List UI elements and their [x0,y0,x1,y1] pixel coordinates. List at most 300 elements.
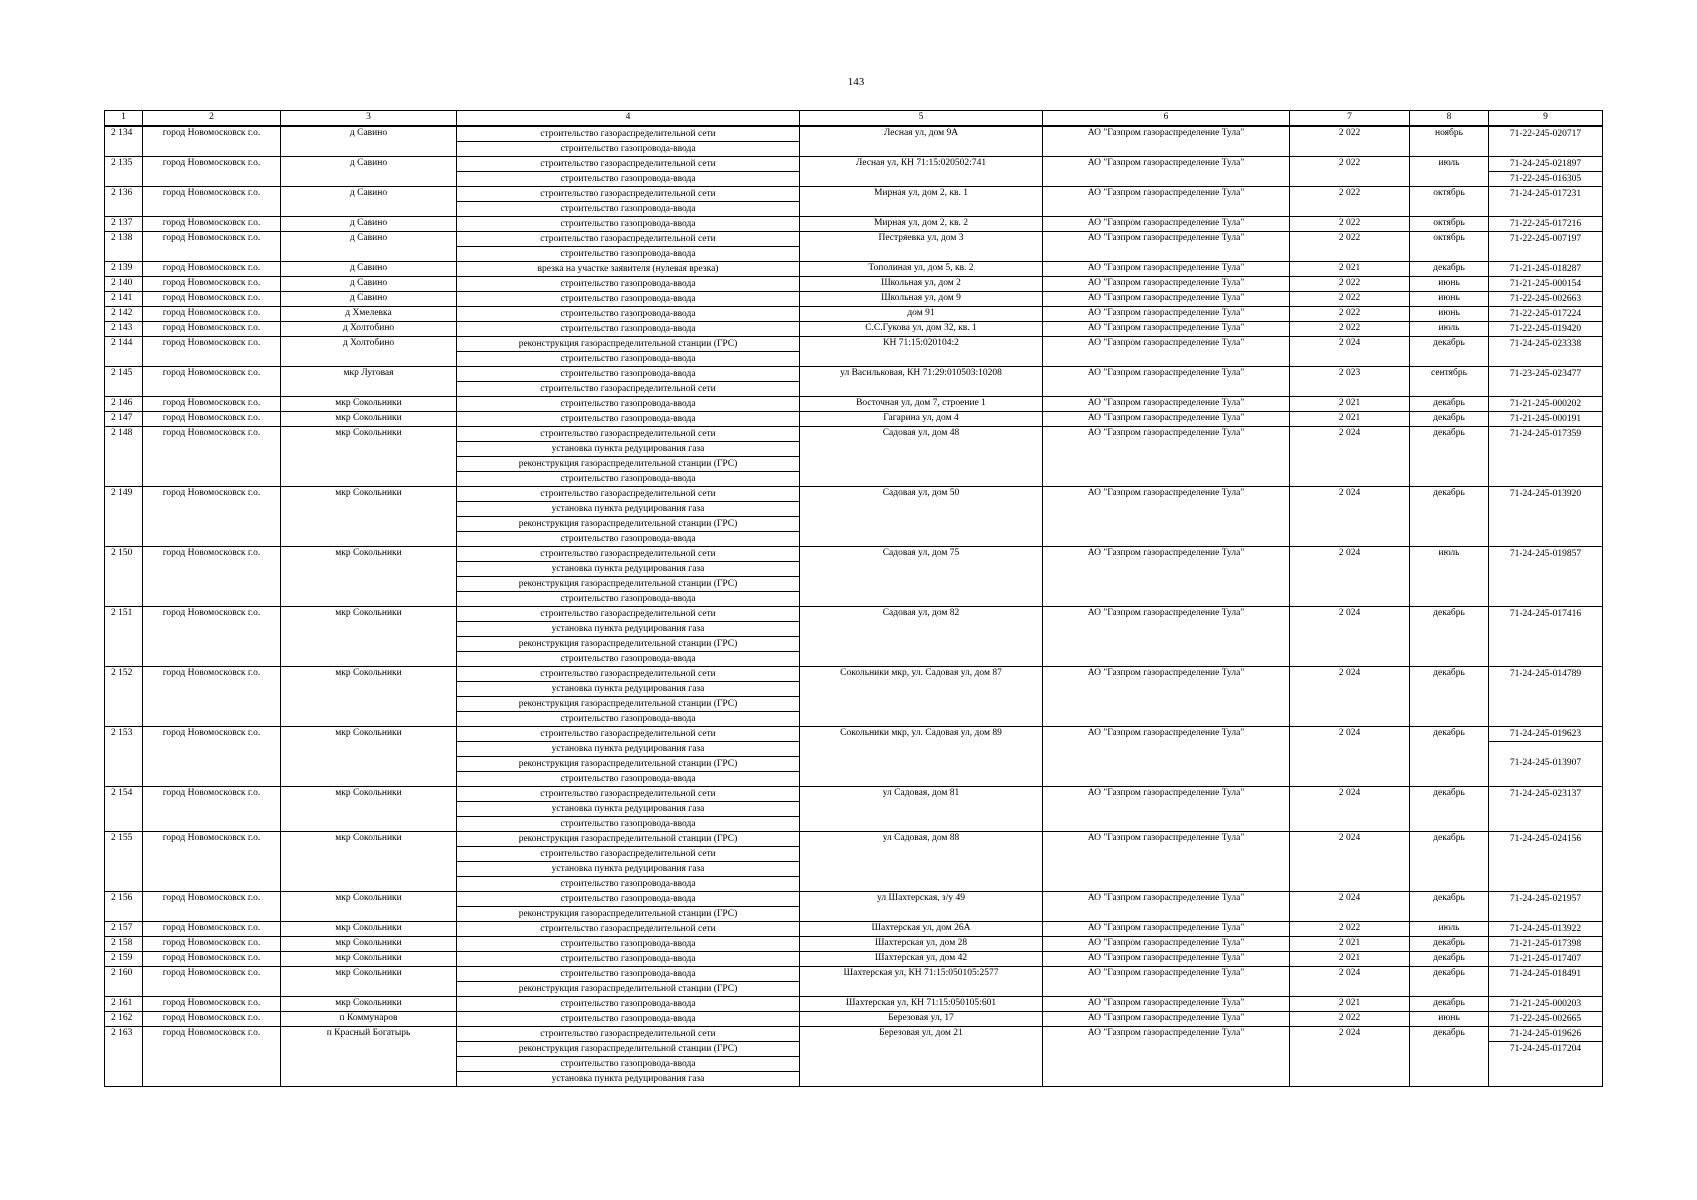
organization-cell: АО "Газпром газораспределение Тула" [1043,232,1290,262]
application-id: 71-21-245-018287 [1509,264,1582,274]
district-cell: город Новомосковск г.о. [143,667,281,727]
work-item: строительство газопровода-ввода [457,876,799,891]
works-cell [457,412,800,427]
works-cell [457,547,800,607]
month-cell: декабрь [1410,667,1489,727]
year-cell: 2 022 [1290,277,1410,292]
district-cell: город Новомосковск г.о. [143,427,281,487]
locality-cell: мкр Луговая [281,367,457,397]
table-row [105,307,1603,322]
work-item: реконструкция газораспределительной станции (ГРС) [457,516,799,531]
table-row [105,187,1603,217]
month-cell: декабрь [1410,412,1489,427]
year-cell: 2 022 [1290,307,1410,322]
row-number-cell: 2 143 [105,322,143,337]
application-id: 71-24-245-017359 [1509,429,1582,439]
works-cell [457,307,800,322]
work-item: реконструкция газораспределительной станции (ГРС) [457,756,799,771]
application-id-cell [1489,1012,1603,1027]
month-cell: декабрь [1410,832,1489,892]
year-cell: 2 022 [1290,322,1410,337]
works-cell [457,232,800,262]
row-number-cell: 2 134 [105,126,143,157]
district-cell: город Новомосковск г.о. [143,727,281,787]
row-number-cell: 2 150 [105,547,143,607]
address-cell: Садовая ул, дом 50 [800,487,1043,547]
organization-cell: АО "Газпром газораспределение Тула" [1043,307,1290,322]
locality-cell: д Савино [281,277,457,292]
work-item: строительство газораспределительной сети [540,789,716,799]
work-item: установка пункта редуцирования газа [457,801,799,816]
application-id: 71-24-245-013920 [1509,489,1582,499]
year-cell: 2 022 [1290,187,1410,217]
month-cell: июль [1410,547,1489,607]
organization-cell: АО "Газпром газораспределение Тула" [1043,787,1290,832]
organization-cell: АО "Газпром газораспределение Тула" [1043,157,1290,187]
year-cell: 2 022 [1290,232,1410,262]
month-cell: июнь [1410,292,1489,307]
year-cell: 2 024 [1290,1027,1410,1087]
application-id-cell [1489,322,1603,337]
header-cell: 7 [1290,111,1410,127]
header-cell: 2 [143,111,281,127]
work-item: строительство газораспределительной сети [540,129,716,139]
work-item: строительство газопровода-ввода [457,246,799,261]
application-id: 71-21-245-000154 [1509,279,1582,289]
work-item: реконструкция газораспределительной станции (ГРС) [457,456,799,471]
application-id-cell [1489,157,1603,187]
application-id: 71-22-245-002665 [1509,1014,1582,1024]
month-cell: декабрь [1410,937,1489,952]
header-cell: 1 [105,111,143,127]
organization-cell: АО "Газпром газораспределение Тула" [1043,832,1290,892]
month-cell: декабрь [1410,337,1489,367]
work-item: строительство газораспределительной сети [540,1029,716,1039]
work-item: установка пункта редуцирования газа [457,1071,799,1086]
row-number-cell: 2 138 [105,232,143,262]
header-cell: 8 [1410,111,1489,127]
organization-cell: АО "Газпром газораспределение Тула" [1043,126,1290,157]
organization-cell: АО "Газпром газораспределение Тула" [1043,1012,1290,1027]
row-number-cell: 2 155 [105,832,143,892]
application-id: 71-24-245-017204 [1489,1041,1602,1056]
year-cell: 2 024 [1290,427,1410,487]
works-cell [457,322,800,337]
table-row [105,126,1603,157]
month-cell: декабрь [1410,967,1489,997]
works-cell [457,292,800,307]
district-cell: город Новомосковск г.о. [143,217,281,232]
year-cell: 2 024 [1290,892,1410,922]
works-cell [457,337,800,367]
year-cell: 2 022 [1290,1012,1410,1027]
organization-cell: АО "Газпром газораспределение Тула" [1043,892,1290,922]
works-cell [457,187,800,217]
address-cell: Тополиная ул, дом 5, кв. 2 [800,262,1043,277]
application-id-cell [1489,367,1603,397]
work-item: строительство газопровода-ввода [560,294,696,304]
table-row [105,427,1603,487]
application-id: 71-22-245-017224 [1509,309,1582,319]
row-number-cell: 2 144 [105,337,143,367]
application-id: 71-22-245-002663 [1509,294,1582,304]
row-number-cell: 2 136 [105,187,143,217]
application-id-cell [1489,187,1603,217]
works-cell [457,607,800,667]
table-row [105,952,1603,967]
work-item: установка пункта редуцирования газа [457,441,799,456]
table-row [105,277,1603,292]
organization-cell: АО "Газпром газораспределение Тула" [1043,547,1290,607]
address-cell: Лесная ул, дом 9А [800,126,1043,157]
organization-cell: АО "Газпром газораспределение Тула" [1043,922,1290,937]
row-number-cell: 2 149 [105,487,143,547]
works-cell [457,487,800,547]
year-cell: 2 023 [1290,367,1410,397]
month-cell: июнь [1410,277,1489,292]
address-cell: Березовая ул, 17 [800,1012,1043,1027]
table-row [105,547,1603,607]
district-cell: город Новомосковск г.о. [143,997,281,1012]
application-id-cell [1489,427,1603,487]
district-cell: город Новомосковск г.о. [143,277,281,292]
year-cell: 2 024 [1290,337,1410,367]
row-number-cell: 2 153 [105,727,143,787]
district-cell: город Новомосковск г.о. [143,292,281,307]
organization-cell: АО "Газпром газораспределение Тула" [1043,367,1290,397]
works-cell [457,262,800,277]
work-item: реконструкция газораспределительной станции (ГРС) [518,339,738,349]
district-cell: город Новомосковск г.о. [143,487,281,547]
works-cell [457,157,800,187]
locality-cell: мкр Сокольники [281,427,457,487]
year-cell: 2 024 [1290,832,1410,892]
application-id: 71-24-245-024156 [1509,834,1582,844]
work-item: реконструкция газораспределительной станции (ГРС) [518,834,738,844]
work-item: строительство газопровода-ввода [457,816,799,831]
application-id: 71-24-245-013922 [1509,924,1582,934]
application-id-cell [1489,1027,1603,1087]
register-table [104,110,1603,1087]
table-row [105,487,1603,547]
organization-cell: АО "Газпром газораспределение Тула" [1043,187,1290,217]
application-id-cell [1489,607,1603,667]
row-number-cell: 2 162 [105,1012,143,1027]
application-id: 71-22-245-017216 [1509,219,1582,229]
month-cell: октябрь [1410,187,1489,217]
locality-cell: мкр Сокольники [281,997,457,1012]
work-item: строительство газопровода-ввода [457,141,799,156]
work-item: реконструкция газораспределительной станции (ГРС) [457,1041,799,1056]
year-cell: 2 021 [1290,997,1410,1012]
application-id: 71-21-245-017398 [1509,939,1582,949]
work-item: строительство газопровода-ввода [560,324,696,334]
district-cell: город Новомосковск г.о. [143,397,281,412]
year-cell: 2 024 [1290,487,1410,547]
work-item: строительство газопровода-ввода [560,939,696,949]
address-cell: Мирная ул, дом 2, кв. 1 [800,187,1043,217]
organization-cell: АО "Газпром газораспределение Тула" [1043,277,1290,292]
month-cell: декабрь [1410,397,1489,412]
application-id: 71-24-245-014789 [1509,669,1582,679]
address-cell: Школьная ул, дом 9 [800,292,1043,307]
application-id-cell [1489,292,1603,307]
month-cell: декабрь [1410,952,1489,967]
works-cell [457,367,800,397]
row-number-cell: 2 140 [105,277,143,292]
application-id-cell [1489,892,1603,922]
year-cell: 2 022 [1290,126,1410,157]
application-id-cell [1489,727,1603,787]
organization-cell: АО "Газпром газораспределение Тула" [1043,292,1290,307]
address-cell: Восточная ул, дом 7, строение 1 [800,397,1043,412]
work-item: установка пункта редуцирования газа [457,621,799,636]
organization-cell: АО "Газпром газораспределение Тула" [1043,997,1290,1012]
organization-cell: АО "Газпром газораспределение Тула" [1043,427,1290,487]
month-cell: декабрь [1410,892,1489,922]
table-row [105,667,1603,727]
year-cell: 2 021 [1290,412,1410,427]
application-id-cell [1489,126,1603,157]
table-row [105,262,1603,277]
locality-cell: мкр Сокольники [281,547,457,607]
locality-cell: д Савино [281,292,457,307]
district-cell: город Новомосковск г.о. [143,892,281,922]
table-row [105,937,1603,952]
locality-cell: мкр Сокольники [281,937,457,952]
month-cell: декабрь [1410,997,1489,1012]
work-item: строительство газопровода-ввода [457,471,799,486]
works-cell [457,1027,800,1087]
organization-cell: АО "Газпром газораспределение Тула" [1043,667,1290,727]
works-cell [457,832,800,892]
application-id: 71-24-245-017231 [1509,189,1582,199]
work-item: строительство газопровода-ввода [560,1014,696,1024]
work-item: строительство газопровода-ввода [560,219,696,229]
district-cell: город Новомосковск г.о. [143,126,281,157]
works-cell [457,397,800,412]
table-row [105,157,1603,187]
application-id-cell [1489,217,1603,232]
district-cell: город Новомосковск г.о. [143,1012,281,1027]
work-item: строительство газопровода-ввода [560,279,696,289]
month-cell: декабрь [1410,607,1489,667]
table-row [105,412,1603,427]
locality-cell: д Савино [281,187,457,217]
table-row [105,397,1603,412]
locality-cell: д Хмелевка [281,307,457,322]
district-cell: город Новомосковск г.о. [143,607,281,667]
table-row [105,967,1603,997]
address-cell: Садовая ул, дом 82 [800,607,1043,667]
application-id-cell [1489,412,1603,427]
work-item: строительство газопровода-ввода [560,309,696,319]
row-number-cell: 2 139 [105,262,143,277]
year-cell: 2 021 [1290,937,1410,952]
work-item: установка пункта редуцирования газа [457,741,799,756]
work-item: установка пункта редуцирования газа [457,561,799,576]
organization-cell: АО "Газпром газораспределение Тула" [1043,487,1290,547]
table-body [105,126,1603,1087]
application-id: 71-21-245-000191 [1509,414,1582,424]
month-cell: декабрь [1410,787,1489,832]
district-cell: город Новомосковск г.о. [143,337,281,367]
work-item: реконструкция газораспределительной станции (ГРС) [457,576,799,591]
address-cell: ул Васильковая, КН 71:29:010503:10208 [800,367,1043,397]
work-item: реконструкция газораспределительной станции (ГРС) [457,981,799,996]
table-row [105,292,1603,307]
application-id-cell [1489,337,1603,367]
year-cell: 2 022 [1290,217,1410,232]
address-cell: Сокольники мкр, ул. Садовая ул, дом 87 [800,667,1043,727]
year-cell: 2 024 [1290,667,1410,727]
row-number-cell: 2 148 [105,427,143,487]
work-item: строительство газопровода-ввода [560,954,696,964]
month-cell: ноябрь [1410,126,1489,157]
row-number-cell: 2 137 [105,217,143,232]
work-item: строительство газопровода-ввода [560,894,696,904]
month-cell: октябрь [1410,232,1489,262]
month-cell: июль [1410,922,1489,937]
application-id-cell [1489,667,1603,727]
address-cell: Садовая ул, дом 48 [800,427,1043,487]
district-cell: город Новомосковск г.о. [143,967,281,997]
address-cell: Пестряевка ул, дом 3 [800,232,1043,262]
work-item: строительство газораспределительной сети [540,489,716,499]
application-id: 71-22-245-020717 [1509,129,1582,139]
organization-cell: АО "Газпром газораспределение Тула" [1043,952,1290,967]
organization-cell: АО "Газпром газораспределение Тула" [1043,262,1290,277]
organization-cell: АО "Газпром газораспределение Тула" [1043,397,1290,412]
address-cell: Лесная ул, КН 71:15:020502:741 [800,157,1043,187]
address-cell: ул Шахтерская, з/у 49 [800,892,1043,922]
row-number-cell: 2 141 [105,292,143,307]
work-item: строительство газопровода-ввода [457,591,799,606]
work-item: строительство газораспределительной сети [540,669,716,679]
address-cell: Сокольники мкр, ул. Садовая ул, дом 89 [800,727,1043,787]
header-cell: 4 [457,111,800,127]
table-row [105,1027,1603,1087]
address-cell: Шахтерская ул, дом 28 [800,937,1043,952]
application-id-cell [1489,952,1603,967]
table-row [105,607,1603,667]
month-cell: декабрь [1410,1027,1489,1087]
address-cell: Садовая ул, дом 75 [800,547,1043,607]
year-cell: 2 024 [1290,547,1410,607]
works-cell [457,667,800,727]
table-row [105,892,1603,922]
application-id: 71-22-245-016305 [1489,171,1602,186]
work-item: строительство газораспределительной сети [540,159,716,169]
district-cell: город Новомосковск г.о. [143,232,281,262]
works-cell [457,997,800,1012]
application-id-cell [1489,832,1603,892]
works-cell [457,277,800,292]
locality-cell: мкр Сокольники [281,967,457,997]
row-number-cell: 2 152 [105,667,143,727]
works-cell [457,217,800,232]
application-id-cell [1489,277,1603,292]
work-item: строительство газопровода-ввода [560,969,696,979]
work-item: врезка на участке заявителя (нулевая врезка) [537,264,719,274]
work-item: строительство газопровода-ввода [457,351,799,366]
district-cell: город Новомосковск г.о. [143,937,281,952]
district-cell: город Новомосковск г.о. [143,322,281,337]
district-cell: город Новомосковск г.о. [143,952,281,967]
works-cell [457,787,800,832]
work-item: установка пункта редуцирования газа [457,681,799,696]
row-number-cell: 2 145 [105,367,143,397]
header-cell: 6 [1043,111,1290,127]
header-row [105,111,1603,127]
application-id-cell [1489,262,1603,277]
application-id: 71-24-245-013907 [1509,758,1582,768]
table-row [105,727,1603,787]
work-item: строительство газопровода-ввода [457,771,799,786]
locality-cell: д Савино [281,217,457,232]
locality-cell: мкр Сокольники [281,607,457,667]
application-id: 71-23-245-023477 [1509,369,1582,379]
year-cell: 2 021 [1290,952,1410,967]
table-row [105,232,1603,262]
table-row [105,922,1603,937]
work-item: строительство газораспределительной сети [540,729,716,739]
address-cell: Школьная ул, дом 2 [800,277,1043,292]
year-cell: 2 024 [1290,967,1410,997]
work-item: реконструкция газораспределительной станции (ГРС) [457,906,799,921]
application-id: 71-24-245-017416 [1509,609,1582,619]
work-item: строительство газопровода-ввода [457,1056,799,1071]
row-number-cell: 2 135 [105,157,143,187]
locality-cell: мкр Сокольники [281,412,457,427]
district-cell: город Новомосковск г.о. [143,412,281,427]
address-cell: ул Садовая, дом 81 [800,787,1043,832]
locality-cell: мкр Сокольники [281,487,457,547]
work-item: строительство газопровода-ввода [457,171,799,186]
organization-cell: АО "Газпром газораспределение Тула" [1043,727,1290,787]
works-cell [457,126,800,157]
table-row [105,337,1603,367]
locality-cell: мкр Сокольники [281,667,457,727]
month-cell: декабрь [1410,262,1489,277]
application-id-cell [1489,487,1603,547]
month-cell: декабрь [1410,487,1489,547]
locality-cell: мкр Сокольники [281,727,457,787]
work-item: строительство газораспределительной сети [540,924,716,934]
work-item: строительство газопровода-ввода [560,414,696,424]
row-number-cell: 2 146 [105,397,143,412]
row-number-cell: 2 163 [105,1027,143,1087]
application-id: 71-24-245-018491 [1509,969,1582,979]
address-cell: ул Садовая, дом 88 [800,832,1043,892]
application-id-cell [1489,967,1603,997]
work-item: строительство газопровода-ввода [457,651,799,666]
work-item: строительство газопровода-ввода [560,399,696,409]
works-cell [457,967,800,997]
district-cell: город Новомосковск г.о. [143,787,281,832]
year-cell: 2 022 [1290,922,1410,937]
organization-cell: АО "Газпром газораспределение Тула" [1043,217,1290,232]
work-item: строительство газораспределительной сети [540,189,716,199]
row-number-cell: 2 160 [105,967,143,997]
work-item: строительство газопровода-ввода [560,369,696,379]
address-cell: Гагарина ул, дом 4 [800,412,1043,427]
district-cell: город Новомосковск г.о. [143,262,281,277]
row-number-cell: 2 161 [105,997,143,1012]
locality-cell: д Савино [281,126,457,157]
organization-cell: АО "Газпром газораспределение Тула" [1043,1027,1290,1087]
district-cell: город Новомосковск г.о. [143,1027,281,1087]
